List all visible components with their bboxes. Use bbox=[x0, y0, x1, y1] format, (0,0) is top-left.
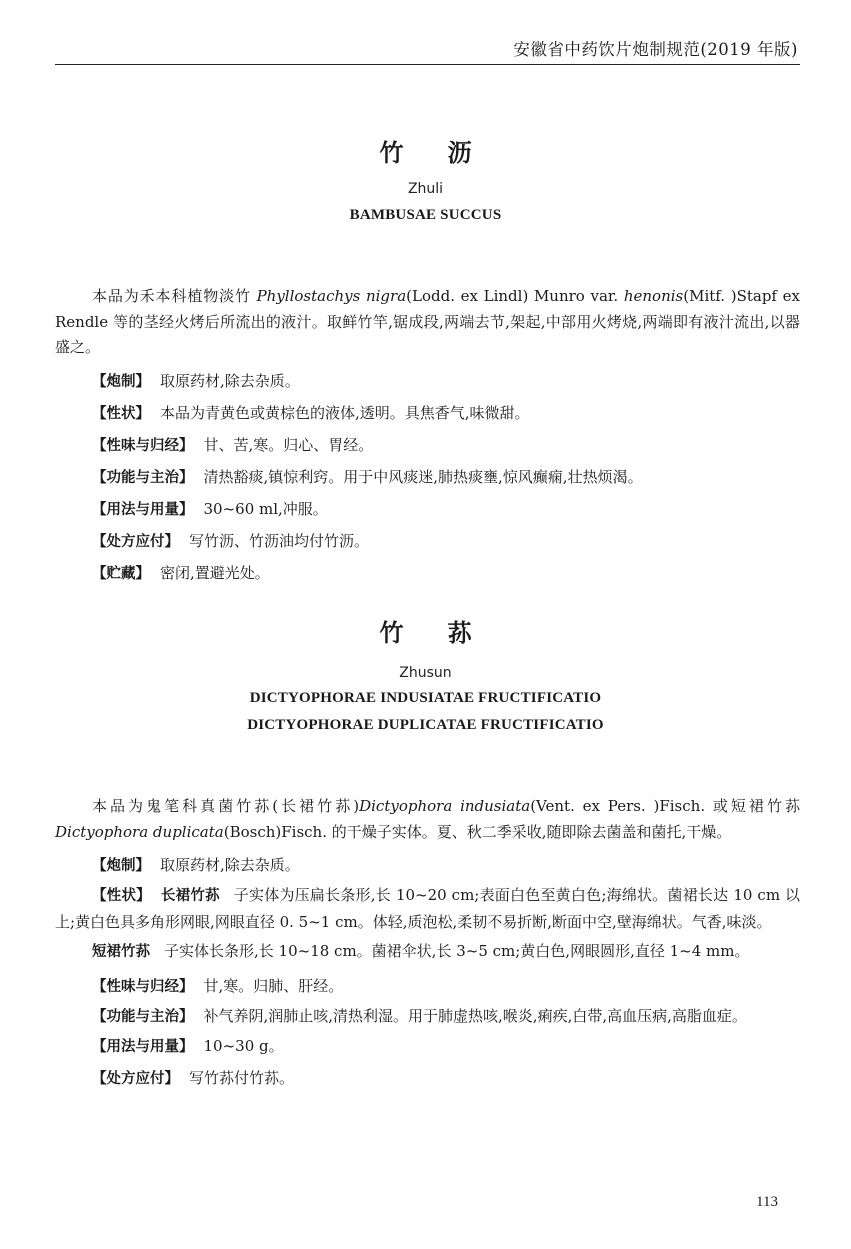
variety-heading: 长裙竹荪 bbox=[160, 888, 220, 904]
entry-title-zhusun: 竹荪 bbox=[379, 619, 516, 647]
intro-text: (Bosch)Fisch. 的干燥子实体。夏、秋二季采收,随即除去菌盖和菌托,干燥。 bbox=[223, 822, 732, 841]
variety-name: henonis bbox=[623, 287, 684, 305]
section-text: 10~30 g。 bbox=[203, 1037, 284, 1055]
section-label: 【炮制】 bbox=[92, 858, 150, 874]
section-character-variety-2 bbox=[55, 939, 800, 966]
section-text: 子实体长条形,长 10~18 cm。菌裙伞状,长 3~5 cm;黄白色,网眼圆形,直径 1~4 mm。 bbox=[164, 942, 750, 960]
section-prescription bbox=[92, 525, 800, 557]
section-processing bbox=[92, 365, 800, 397]
section-text: 补气养阴,润肺止咳,清热利湿。用于肺虚热咳,喉炎,痢疾,白带,高血压病,高脂血症。 bbox=[203, 1006, 747, 1025]
section-text: 写竹荪付竹荪。 bbox=[189, 1069, 295, 1087]
section-text: 密闭,置避光处。 bbox=[160, 563, 270, 582]
section-dosage bbox=[92, 493, 800, 525]
section-text: 子实体为压扁长条形,长 10~20 cm;表面白色至黄白色;海绵状。菌裙长达 10 cm 以上;黄白色具多角形网眼,网眼直径 0. 5~1 cm。体轻,质泡松,柔韧不易折断,断面中空,壁海绵状。气香,味淡。 bbox=[55, 886, 801, 931]
scientific-name: Dictyophora duplicata bbox=[55, 822, 224, 841]
entry-body-zhusun bbox=[55, 794, 800, 1094]
section-label: 【用法与用量】 bbox=[92, 501, 194, 518]
entry-pinyin-zhuli: Zhuli bbox=[407, 181, 444, 197]
intro-text: 本品为鬼笔科真菌竹荪(长裙竹荪) bbox=[92, 797, 360, 815]
section-label: 【贮藏】 bbox=[92, 565, 150, 582]
section-prescription bbox=[92, 1062, 800, 1094]
section-label: 【处方应付】 bbox=[92, 1071, 179, 1087]
variety-heading: 短裙竹荪 bbox=[92, 944, 150, 960]
section-text: 甘,寒。归肺、肝经。 bbox=[203, 976, 344, 995]
entry-latin-zhusun-2: DICTYOPHORAE DUPLICATAE FRUCTIFICATIO bbox=[247, 717, 604, 733]
section-text: 清热豁痰,镇惊利窍。用于中风痰迷,肺热痰壅,惊风癫痫,壮热烦渴。 bbox=[203, 467, 643, 486]
entry-pinyin-zhusun: Zhusun bbox=[399, 665, 452, 681]
entry-latin-zhusun-1: DICTYOPHORAE INDUSIATAE FRUCTIFICATIO bbox=[249, 690, 602, 706]
section-label: 【性味与归经】 bbox=[92, 437, 194, 454]
intro-paragraph bbox=[55, 794, 800, 845]
section-function bbox=[92, 461, 800, 493]
page-number: 113 bbox=[756, 1194, 778, 1210]
section-text: 取原药材,除去杂质。 bbox=[160, 371, 300, 390]
section-label: 【功能与主治】 bbox=[92, 469, 194, 486]
section-storage bbox=[92, 557, 800, 589]
section-function bbox=[55, 1004, 800, 1031]
section-label: 【用法与用量】 bbox=[92, 1039, 194, 1055]
running-header bbox=[55, 30, 800, 65]
section-label: 【性状】 bbox=[92, 888, 151, 904]
intro-text: (Mitf. )Stapf ex Rendle 等的茎经火烤后所流出的液汁。取鲜竹竿,锯成段,两端去节,架起,中部用火烤烧,两端即有液汁流出,以器盛之。 bbox=[55, 287, 800, 356]
section-character bbox=[55, 883, 800, 935]
section-text: 本品为青黄色或黄棕色的液体,透明。具焦香气,味微甜。 bbox=[160, 403, 530, 422]
intro-text: (Lodd. ex Lindl) Munro var. bbox=[406, 287, 624, 305]
section-label: 【功能与主治】 bbox=[92, 1008, 194, 1025]
section-text: 取原药材,除去杂质。 bbox=[160, 856, 300, 874]
entry-title-zhuli: 竹沥 bbox=[379, 139, 516, 167]
section-label: 【性状】 bbox=[92, 405, 150, 422]
section-dosage bbox=[92, 1030, 800, 1062]
section-nature-meridian bbox=[92, 970, 800, 1002]
section-nature-meridian bbox=[92, 429, 800, 461]
intro-paragraph bbox=[55, 284, 800, 361]
entry-body-zhuli bbox=[55, 284, 800, 589]
entry-latin-zhuli: BAMBUSAE SUCCUS bbox=[349, 207, 502, 223]
section-processing bbox=[92, 849, 800, 881]
section-text: 写竹沥、竹沥油均付竹沥。 bbox=[189, 531, 370, 550]
section-text: 甘、苦,寒。归心、胃经。 bbox=[203, 435, 374, 454]
section-label: 【炮制】 bbox=[92, 373, 150, 390]
scientific-name: Dictyophora indusiata bbox=[359, 797, 531, 815]
section-label: 【处方应付】 bbox=[92, 533, 179, 550]
intro-text: 本品为禾本科植物淡竹 bbox=[92, 287, 257, 305]
intro-text: (Vent. ex Pers. )Fisch. 或短裙竹荪 bbox=[530, 797, 800, 815]
section-label: 【性味与归经】 bbox=[92, 978, 194, 995]
scientific-name: Phyllostachys nigra bbox=[256, 287, 407, 305]
section-character bbox=[92, 397, 800, 429]
section-text: 30~60 ml,冲服。 bbox=[203, 499, 328, 518]
book-title: 安徽省中药饮片炮制规范(2019 年版) bbox=[513, 40, 798, 59]
